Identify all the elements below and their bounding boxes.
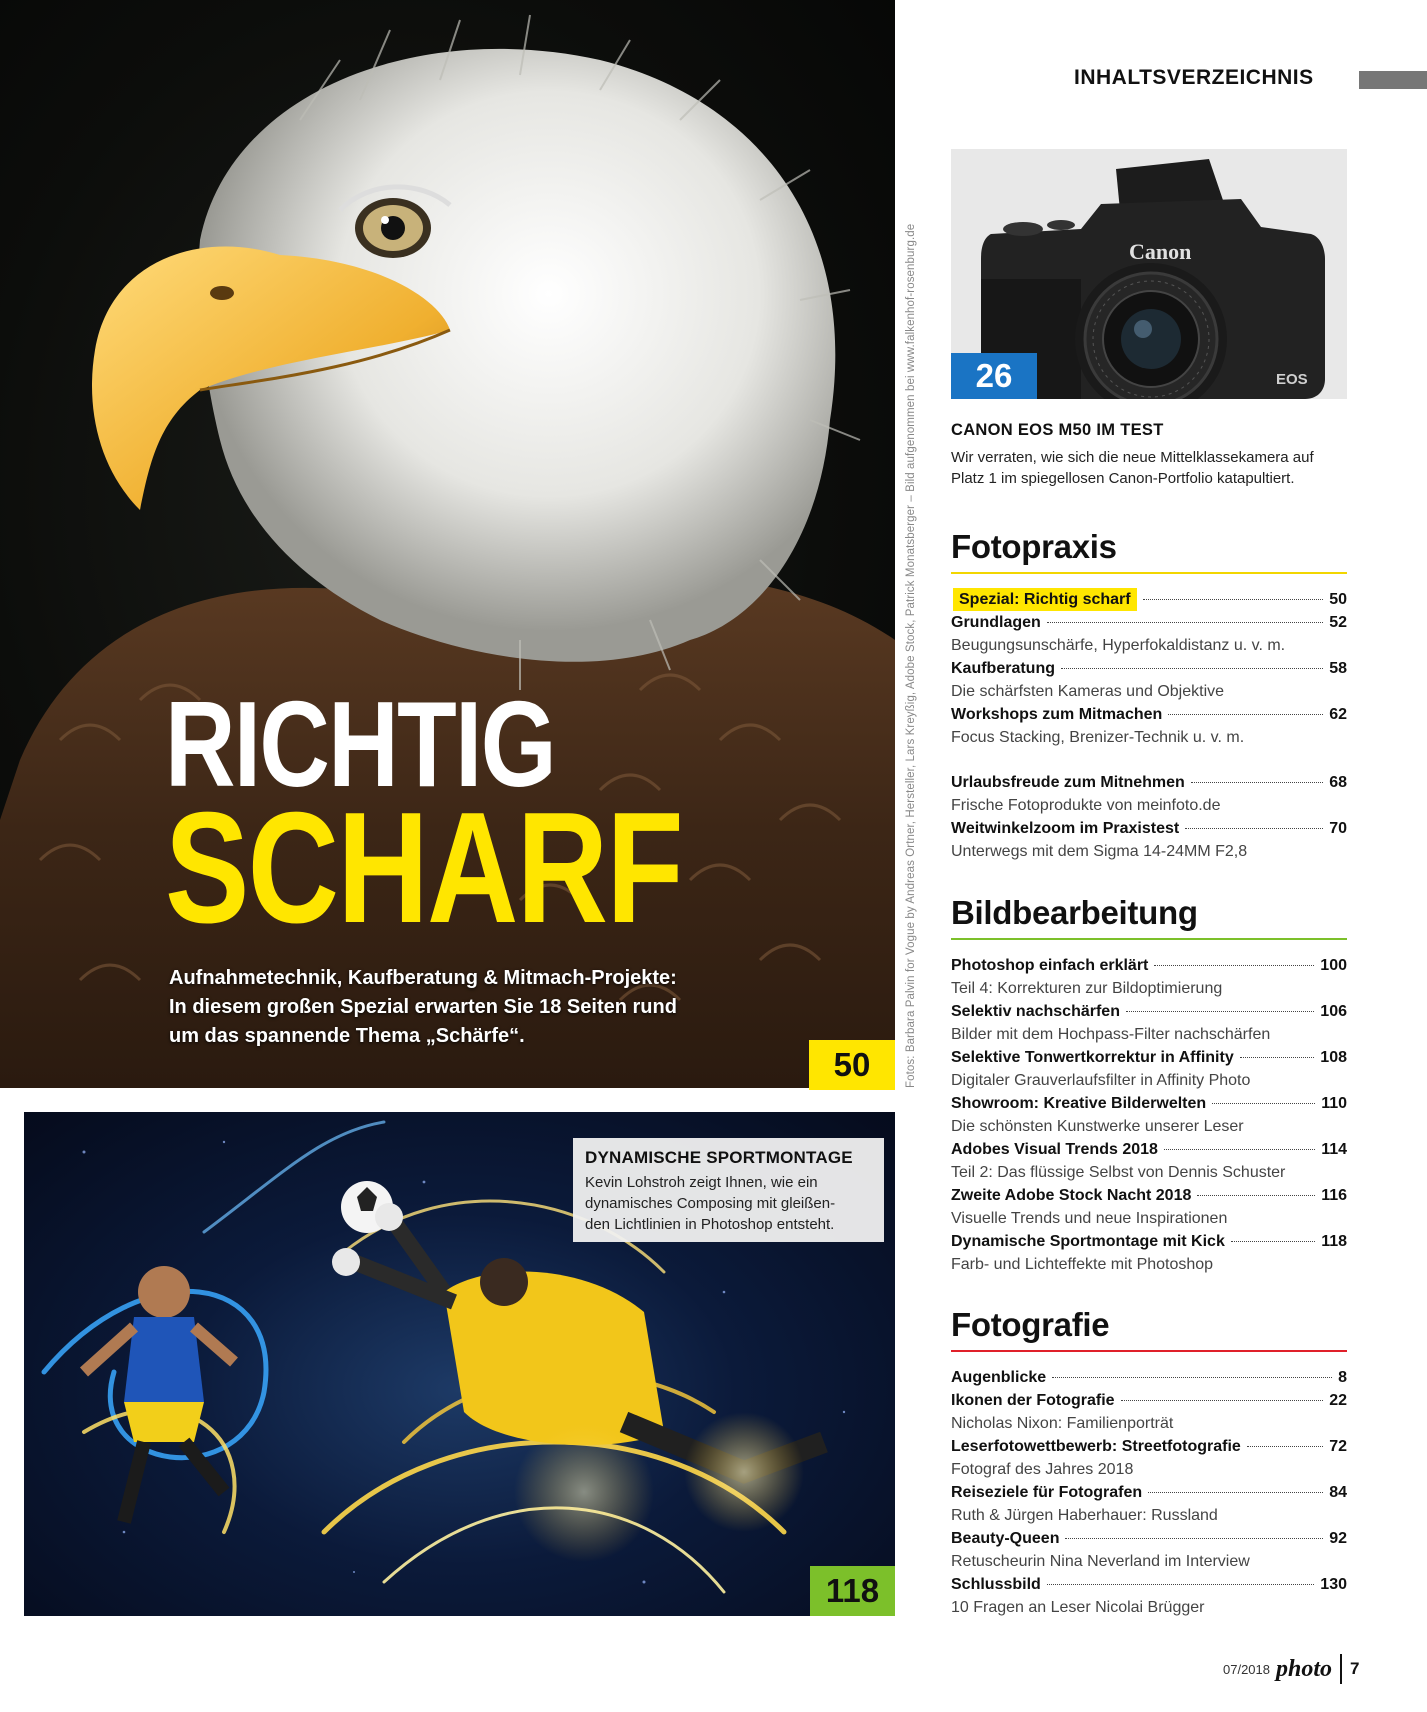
toc-entry-page[interactable]: 22 (1329, 1392, 1347, 1409)
sport-caption-title: DYNAMISCHE SPORTMONTAGE (585, 1148, 853, 1167)
sport-caption-line: dynamisches Composing mit gleißen- (585, 1195, 836, 1212)
photo-credits: Fotos: Barbara Palvin for Vogue by Andreas Ortner, Hersteller, Lars Kreyßig, Adobe Stock, Patrick Monatsberger – Bild aufgenommen bei www.falkenhof-rosenburg.de (905, 223, 917, 1088)
toc-entry-subtitle: Digitaler Grauverlaufsfilter in Affinity Photo (951, 1072, 1251, 1089)
leader-dots (1065, 1538, 1323, 1539)
toc-entry-subtitle: 10 Fragen an Leser Nicolai Brügger (951, 1599, 1205, 1616)
toc-entry-page[interactable]: 130 (1320, 1576, 1347, 1593)
toc-entry-title[interactable]: Reiseziele für Fotografen (951, 1484, 1143, 1501)
sport-caption-desc (585, 1172, 872, 1235)
toc-entry[interactable] (951, 703, 1347, 749)
leader-dots (1247, 1446, 1323, 1447)
cover-subtitle-line: In diesem großen Spezial erwarten Sie 18 Seiten rund (169, 996, 677, 1018)
toc-entry[interactable] (951, 657, 1347, 703)
leader-dots (1052, 1377, 1332, 1378)
sport-caption-line: den Lichtlinien in Photoshop entsteht. (585, 1216, 835, 1233)
toc-entry-subtitle: Die schärfsten Kameras und Objektive (951, 683, 1225, 700)
sport-image[interactable] (24, 1112, 895, 1616)
toc-entry-title[interactable]: Urlaubsfreude zum Mitnehmen (951, 774, 1185, 791)
leader-dots (1168, 714, 1323, 715)
toc-entry-page[interactable]: 72 (1329, 1438, 1347, 1455)
leader-dots (1240, 1057, 1315, 1058)
leader-dots (1212, 1103, 1315, 1104)
toc-entry-page[interactable]: 106 (1320, 1003, 1347, 1020)
toc-entry-subtitle: Teil 4: Korrekturen zur Bildoptimierung (951, 980, 1223, 997)
feature-desc-line: Wir verraten, wie sich die neue Mittelklassekamera auf (951, 449, 1314, 466)
toc-entry-title[interactable]: Showroom: Kreative Bilderwelten (951, 1095, 1207, 1112)
toc-entry-page[interactable]: 52 (1329, 614, 1347, 631)
toc-section-fotopraxis (951, 528, 1347, 863)
sport-page-badge[interactable]: 118 (810, 1566, 895, 1616)
toc-entry-subtitle: Teil 2: Das flüssige Selbst von Dennis Schuster (951, 1164, 1286, 1181)
toc-entry[interactable] (951, 1366, 1347, 1389)
toc-entry-subtitle: Beugungsunschärfe, Hyperfokaldistanz u. v. m. (951, 637, 1286, 654)
toc-entry-page[interactable]: 100 (1320, 957, 1347, 974)
toc-entry-title[interactable]: Adobes Visual Trends 2018 (951, 1141, 1158, 1158)
cover-headline-line2: SCHARF (165, 780, 683, 956)
toc-entry-title[interactable]: Grundlagen (951, 614, 1041, 631)
toc-entry-subtitle: Focus Stacking, Brenizer-Technik u. v. m. (951, 729, 1245, 746)
toc-heading: Bildbearbeitung (951, 894, 1347, 940)
page-footer (1223, 1654, 1359, 1684)
toc-entry-subtitle: Unterwegs mit dem Sigma 14-24MM F2,8 (951, 843, 1248, 860)
toc-entry-title[interactable]: Photoshop einfach erklärt (951, 957, 1149, 974)
toc-entry-title[interactable]: Workshops zum Mitmachen (951, 706, 1163, 723)
feature-description (951, 447, 1351, 489)
toc-entry-subtitle: Visuelle Trends und neue Inspirationen (951, 1210, 1228, 1227)
toc-entry[interactable] (951, 771, 1347, 817)
toc-entry-page[interactable]: 8 (1338, 1369, 1347, 1386)
leader-dots (1047, 622, 1323, 623)
toc-entry-title[interactable]: Beauty-Queen (951, 1530, 1060, 1547)
toc-entry-title[interactable]: Kaufberatung (951, 660, 1055, 677)
cover-headline-line1: RICHTIG (165, 676, 556, 812)
toc-entry[interactable] (951, 1046, 1347, 1092)
page-number: 7 (1350, 1659, 1360, 1678)
leader-dots (1121, 1400, 1324, 1401)
cover-subtitle (169, 964, 809, 1051)
magazine-logo: photo (1276, 1655, 1333, 1682)
toc-entry[interactable] (951, 954, 1347, 1000)
footer-divider (1340, 1654, 1342, 1684)
toc-entry-subtitle: Bilder mit dem Hochpass-Filter nachschärfen (951, 1026, 1271, 1043)
toc-entry-page[interactable]: 118 (1321, 1233, 1347, 1250)
toc-entry-subtitle: Frische Fotoprodukte von meinfoto.de (951, 797, 1221, 814)
leader-dots (1061, 668, 1323, 669)
toc-gap (951, 749, 1347, 771)
toc-entry-subtitle: Die schönsten Kunstwerke unserer Leser (951, 1118, 1244, 1135)
feature-page-badge[interactable]: 26 (951, 353, 1037, 399)
cover-headline (165, 676, 683, 956)
leader-dots (1154, 965, 1314, 966)
leader-dots (1164, 1149, 1315, 1150)
leader-dots (1231, 1241, 1315, 1242)
leader-dots (1185, 828, 1323, 829)
section-tag: INHALTSVERZEICHNIS (1074, 66, 1314, 89)
toc-entry[interactable] (951, 611, 1347, 657)
toc-entry-subtitle: Fotograf des Jahres 2018 (951, 1461, 1134, 1478)
toc-entry[interactable] (951, 1138, 1347, 1184)
toc-entry-page[interactable]: 108 (1320, 1049, 1347, 1066)
toc-entry[interactable] (951, 817, 1347, 863)
toc-entry-title[interactable]: Dynamische Sportmontage mit Kick (951, 1233, 1225, 1250)
issue-label: 07/2018 (1223, 1661, 1270, 1677)
toc-entry[interactable] (951, 1527, 1347, 1573)
toc-entry-page[interactable]: 84 (1329, 1484, 1347, 1501)
toc-entry[interactable] (951, 1481, 1347, 1527)
toc-entry[interactable] (951, 588, 1347, 611)
section-tag-bar (1359, 71, 1427, 89)
toc-entry-subtitle: Nicholas Nixon: Familienporträt (951, 1415, 1174, 1432)
toc-entry-title[interactable]: Leserfotowettbewerb: Streetfotografie (951, 1438, 1241, 1455)
toc-entry-page[interactable]: 114 (1321, 1141, 1347, 1158)
toc-entry[interactable] (951, 1184, 1347, 1230)
feature-desc-line: Platz 1 im spiegellosen Canon-Portfolio katapultiert. (951, 470, 1295, 487)
leader-dots (1143, 599, 1324, 600)
toc-entry-title[interactable]: Ikonen der Fotografie (951, 1392, 1115, 1409)
toc-entry[interactable] (951, 1092, 1347, 1138)
toc-heading: Fotopraxis (951, 528, 1347, 574)
toc-section-fotografie (951, 1306, 1347, 1619)
toc-entry[interactable] (951, 1230, 1347, 1276)
leader-dots (1047, 1584, 1315, 1585)
toc-entry-subtitle: Farb- und Lichteffekte mit Photoshop (951, 1256, 1214, 1273)
toc-heading: Fotografie (951, 1306, 1347, 1352)
toc-entry-title[interactable]: Spezial: Richtig scharf (953, 588, 1137, 611)
camera-brand-text: Canon (1129, 239, 1192, 264)
toc-entry[interactable] (951, 1000, 1347, 1046)
toc-entry-page[interactable]: 68 (1329, 774, 1347, 791)
toc-entry-page[interactable]: 116 (1321, 1187, 1347, 1204)
toc-entry-page[interactable]: 110 (1321, 1095, 1347, 1112)
leader-dots (1191, 782, 1323, 783)
toc-section-bildbearbeitung (951, 894, 1347, 1276)
cover-subtitle-line: um das spannende Thema „Schärfe“. (169, 1025, 525, 1047)
cover-subtitle-line: Aufnahmetechnik, Kaufberatung & Mitmach-Projekte: (169, 967, 677, 989)
feature-title[interactable]: CANON EOS M50 IM TEST (951, 421, 1164, 439)
toc-entry[interactable] (951, 1389, 1347, 1435)
toc-entry-page[interactable]: 58 (1329, 660, 1347, 677)
toc-entry-subtitle: Ruth & Jürgen Haberhauer: Russland (951, 1507, 1218, 1524)
cover-page-badge[interactable]: 50 (809, 1040, 895, 1090)
left-player-figure (84, 1266, 234, 1522)
toc-entry-subtitle: Retuscheurin Nina Neverland im Interview (951, 1553, 1250, 1570)
toc-entry-title[interactable]: Selektiv nachschärfen (951, 1003, 1120, 1020)
leader-dots (1148, 1492, 1323, 1493)
toc-entry[interactable] (951, 1435, 1347, 1481)
cover-image[interactable] (0, 0, 895, 1088)
toc-entry-page[interactable]: 62 (1329, 706, 1347, 723)
toc-entry-page[interactable]: 92 (1329, 1530, 1347, 1547)
toc-entry-title[interactable]: Schlussbild (951, 1576, 1041, 1593)
leader-dots (1126, 1011, 1314, 1012)
sport-caption-box (573, 1138, 884, 1242)
toc-entry-title[interactable]: Selektive Tonwertkorrektur in Affinity (951, 1049, 1234, 1066)
toc-entry-title[interactable]: Zweite Adobe Stock Nacht 2018 (951, 1187, 1192, 1204)
toc-entry-page[interactable]: 70 (1329, 820, 1347, 837)
sport-caption-line: Kevin Lohstroh zeigt Ihnen, wie ein (585, 1174, 818, 1191)
toc-entry[interactable] (951, 1573, 1347, 1619)
leader-dots (1197, 1195, 1315, 1196)
toc-entry-title[interactable]: Augenblicke (951, 1369, 1047, 1386)
toc-entry-page[interactable]: 50 (1329, 591, 1347, 608)
camera-model-text: EOS (1276, 371, 1308, 388)
toc-entry-title[interactable]: Weitwinkelzoom im Praxistest (951, 820, 1180, 837)
